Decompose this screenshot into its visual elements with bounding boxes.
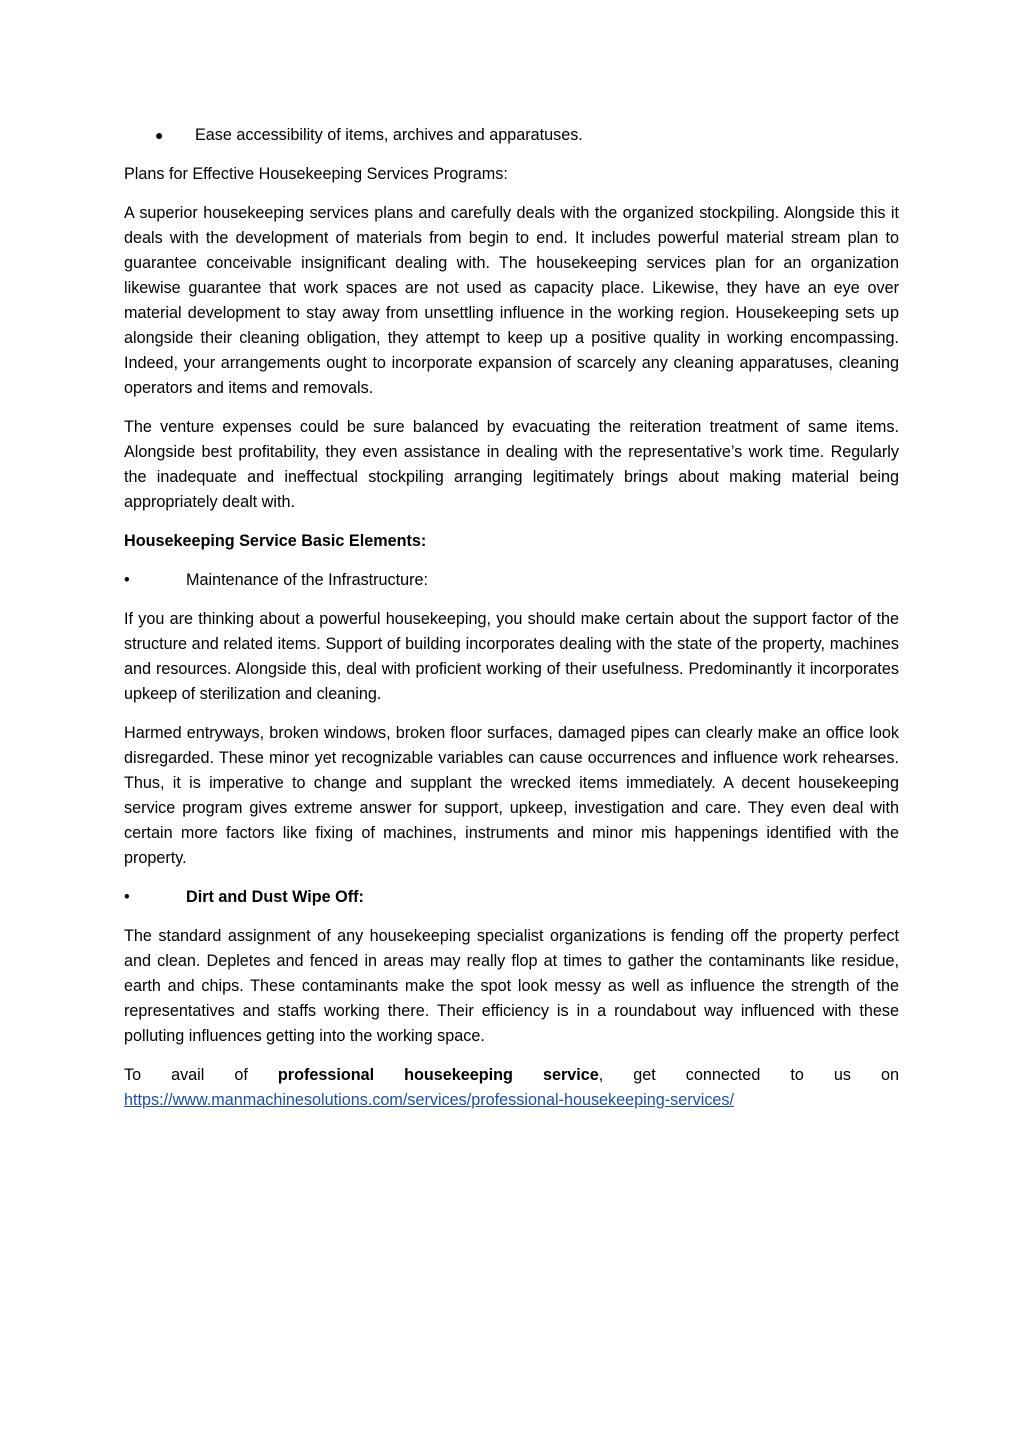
closing-link-line	[124, 1088, 899, 1113]
paragraph-venture-expenses: The venture expenses could be sure balanced by evacuating the reiteration treatment of same items. Alongside best profitability, they even assistance in dealing with the representative’s work time. Regularly the inadequate and ineffectual stockpiling arranging legitimately brings about making material being appropriately dealt with.	[124, 418, 899, 511]
bullet-mark: •	[124, 571, 130, 589]
bullet-text: Dirt and Dust Wipe Off:	[186, 888, 364, 906]
paragraph-standard-assignment: The standard assignment of any housekeeping specialist organizations is fending off the property perfect and clean. Depletes and fenced in areas may really flop at times to gather the contaminants like residue, earth and chips. These contaminants make the spot look messy as well as influence the strength of the representatives and staffs working there. Their efficiency is in a roundabout way influenced with these polluting influences getting into the working space.	[124, 927, 899, 1045]
closing-line	[124, 1063, 899, 1088]
bullet-item-accessibility	[124, 123, 899, 148]
document-body	[124, 123, 899, 1113]
bullet-mark: •	[124, 888, 130, 906]
bullet-item-dirt-dust	[124, 885, 899, 910]
closing-post: , get connected to us on	[598, 1066, 899, 1084]
closing-bold: professional housekeeping service	[277, 1066, 599, 1084]
bullet-text: Ease accessibility of items, archives and apparatuses.	[195, 126, 583, 144]
service-link[interactable]: https://www.manmachinesolutions.com/services/professional-housekeeping-services/	[124, 1091, 735, 1109]
heading-plans: Plans for Effective Housekeeping Services Programs:	[124, 165, 508, 183]
paragraph-harmed-entryways: Harmed entryways, broken windows, broken floor surfaces, damaged pipes can clearly make an office look disregarded. These minor yet recognizable variables can cause occurrences and influence work rehearses. Thus, it is imperative to change and supplant the wrecked items immediately. A decent housekeeping service program gives extreme answer for support, upkeep, investigation and care. They even deal with certain more factors like fixing of machines, instruments and minor mis happenings identified with the property.	[124, 724, 899, 867]
bullet-item-maintenance	[124, 568, 899, 593]
heading-basic-elements: Housekeeping Service Basic Elements:	[124, 532, 427, 550]
paragraph-powerful-housekeeping: If you are thinking about a powerful housekeeping, you should make certain about the support factor of the structure and related items. Support of building incorporates dealing with the state of the property, machines and resources. Alongside this, deal with proficient working of their usefulness. Predominantly it incorporates upkeep of sterilization and cleaning.	[124, 610, 899, 703]
bullet-text: Maintenance of the Infrastructure:	[186, 571, 429, 589]
closing-pre: To avail of	[124, 1066, 248, 1084]
bullet-mark: ●	[155, 127, 164, 143]
paragraph-superior-housekeeping: A superior housekeeping services plans and carefully deals with the organized stockpiling. Alongside this it deals with the development of materials from begin to end. It includes powerful material stream plan to guarantee conceivable insignificant dealing with. The housekeeping services plan for an organization likewise guarantee that work spaces are not used as capacity place. Likewise, they have an eye over material development to stay away from unsettling influence in the working region. Housekeeping sets up alongside their cleaning obligation, they attempt to keep up a positive quality in working encompassing. Indeed, your arrangements ought to incorporate expansion of scarcely any cleaning apparatuses, cleaning operators and items and removals.	[124, 204, 899, 397]
